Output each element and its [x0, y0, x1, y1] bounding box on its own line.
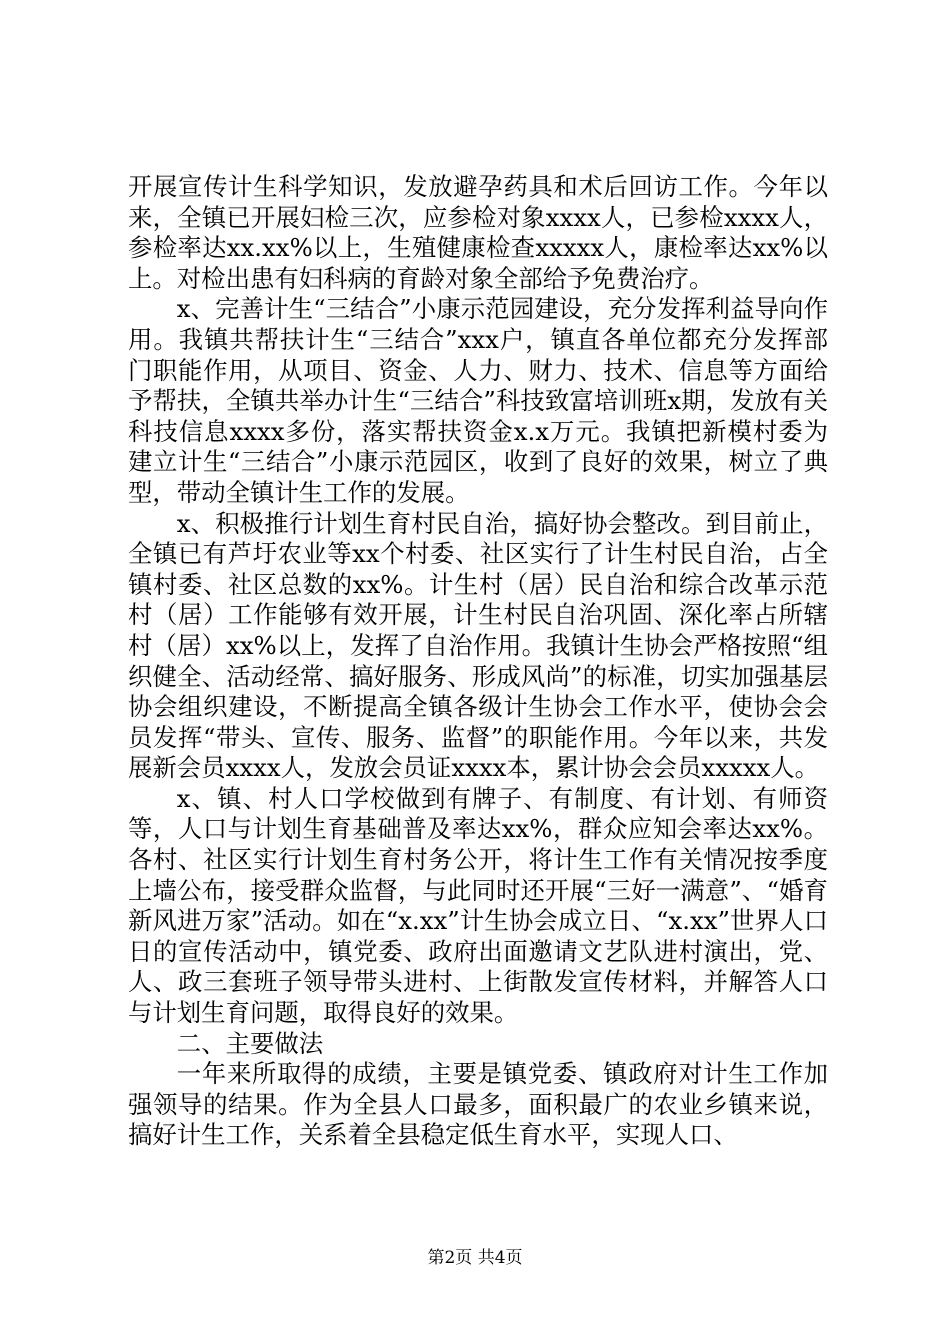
- paragraph-3: x、积极推行计划生育村民自治，搞好协会整改。到目前止，全镇已有芦圩农业等xx个村委、社区实行了计生村民自治，占全镇村委、社区总数的xx%。计生村（居）民自治和综合改革示范村（居）工作能够有效开展，计生村民自治巩固、深化率占所辖村（居）xx%以上，发挥了自治作用。我镇计生协会严格按照“组织健全、活动经常、搞好服务、形成风尚”的标准，切实加强基层协会组织建设，不断提高全镇各级计生协会工作水平，使协会会员发挥“带头、宣传、服务、监督”的职能作用。今年以来，共发展新会员xxxx人，发放会员证xxxx本，累计协会会员xxxxx人。: [128, 508, 828, 783]
- paragraph-2: x、完善计生“三结合”小康示范园建设，充分发挥利益导向作用。我镇共帮扶计生“三结合”xxx户，镇直各单位都充分发挥部门职能作用，从项目、资金、人力、财力、技术、信息等方面给予帮扶，全镇共举办计生“三结合”科技致富培训班x期，发放有关科技信息xxxx多份，落实帮扶资金x.x万元。我镇把新模村委为建立计生“三结合”小康示范园区，收到了良好的效果，树立了典型，带动全镇计生工作的发展。: [128, 294, 828, 507]
- document-body: [128, 172, 828, 1151]
- paragraph-1: 开展宣传计生科学知识，发放避孕药具和术后回访工作。今年以来，全镇已开展妇检三次，应参检对象xxxx人，已参检xxxx人，参检率达xx.xx%以上，生殖健康检查xxxxx人，康检率达xx%以上。对检出患有妇科病的育龄对象全部给予免费治疗。: [128, 172, 828, 293]
- paragraph-5: 一年来所取得的成绩，主要是镇党委、镇政府对计生工作加强领导的结果。作为全县人口最多，面积最广的农业乡镇来说，搞好计生工作，关系着全县稳定低生育水平，实现人口、: [128, 1059, 828, 1150]
- page-number-footer: 第2页 共4页: [427, 1248, 523, 1268]
- section-heading: 二、主要做法: [176, 1028, 324, 1058]
- paragraph-4: x、镇、村人口学校做到有牌子、有制度、有计划、有师资等，人口与计划生育基础普及率达xx%，群众应知会率达xx%。各村、社区实行计划生育村务公开，将计生工作有关情况按季度上墙公布，接受群众监督，与此同时还开展“三好一满意”、“婚育新风进万家”活动。如在“x.xx”计生协会成立日、“x.xx”世界人口日的宣传活动中，镇党委、政府出面邀请文艺队进村演出，党、人、政三套班子领导带头进村、上街散发宣传材料，并解答人口与计划生育问题，取得良好的效果。: [128, 783, 828, 1028]
